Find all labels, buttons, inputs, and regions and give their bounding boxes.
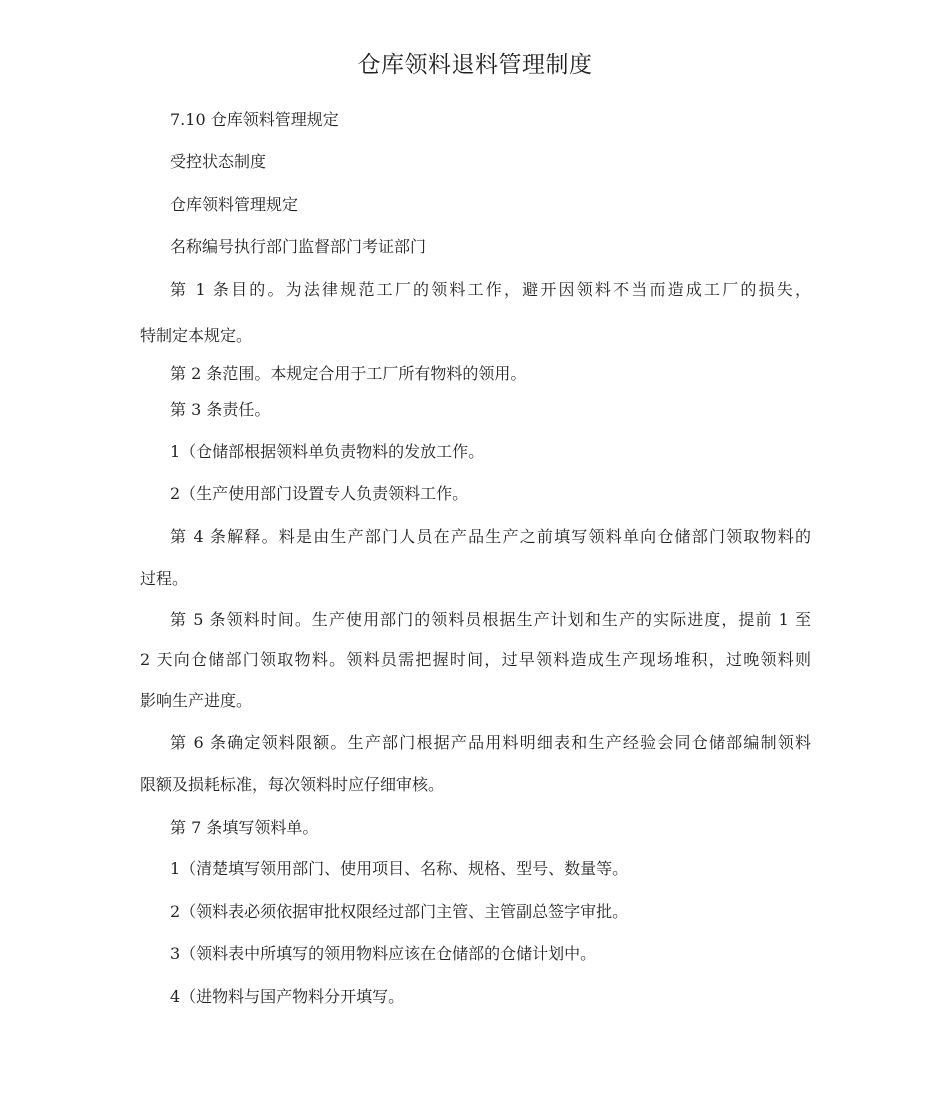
article-6-line-2: 限额及损耗标准，每次领料时应仔细审核。 [140, 775, 445, 794]
article-7-item-1: 1（清楚填写领用部门、使用项目、名称、规格、型号、数量等。 [170, 859, 629, 878]
control-status-line: 受控状态制度 [170, 152, 267, 171]
article-5-line-1: 第 5 条领料时间。生产使用部门的领料员根据生产计划和生产的实际进度，提前 1 至 [170, 610, 811, 629]
article-1-line-1: 第 1 条目的。为法律规范工厂的领料工作，避开因领料不当而造成工厂的损失， [170, 280, 811, 299]
article-7: 第 7 条填写领料单。 [170, 818, 319, 837]
article-7-item-2: 2（领料表必须依据审批权限经过部门主管、主管副总签字审批。 [170, 902, 629, 921]
header-fields-line: 名称编号执行部门监督部门考证部门 [170, 237, 427, 256]
article-3-item-1: 1（仓储部根据领料单负责物料的发放工作。 [170, 442, 485, 461]
article-4-line-1: 第 4 条解释。料是由生产部门人员在产品生产之前填写领料单向仓储部门领取物料的 [170, 527, 811, 546]
article-6-line-1: 第 6 条确定领料限额。生产部门根据产品用料明细表和生产经验会同仓储部编制领料 [170, 733, 811, 752]
article-5-line-3: 影响生产进度。 [140, 691, 253, 710]
regulation-name-line: 仓库领料管理规定 [170, 195, 299, 214]
article-3-item-2: 2（生产使用部门设置专人负责领料工作。 [170, 484, 469, 503]
article-2: 第 2 条范围。本规定合用于工厂所有物料的领用。 [170, 364, 527, 383]
section-heading: 7.10 仓库领料管理规定 [170, 110, 339, 129]
article-7-item-3: 3（领料表中所填写的领用物料应该在仓储部的仓储计划中。 [170, 944, 597, 963]
article-1-line-2: 特制定本规定。 [140, 326, 253, 345]
article-3: 第 3 条责任。 [170, 400, 271, 419]
document-title: 仓库领料退料管理制度 [357, 52, 593, 78]
article-7-item-4: 4（进物料与国产物料分开填写。 [170, 987, 405, 1006]
article-4-line-2: 过程。 [140, 569, 189, 588]
article-5-line-2: 2 天向仓储部门领取物料。领料员需把握时间，过早领料造成生产现场堆积，过晚领料则 [140, 650, 811, 669]
